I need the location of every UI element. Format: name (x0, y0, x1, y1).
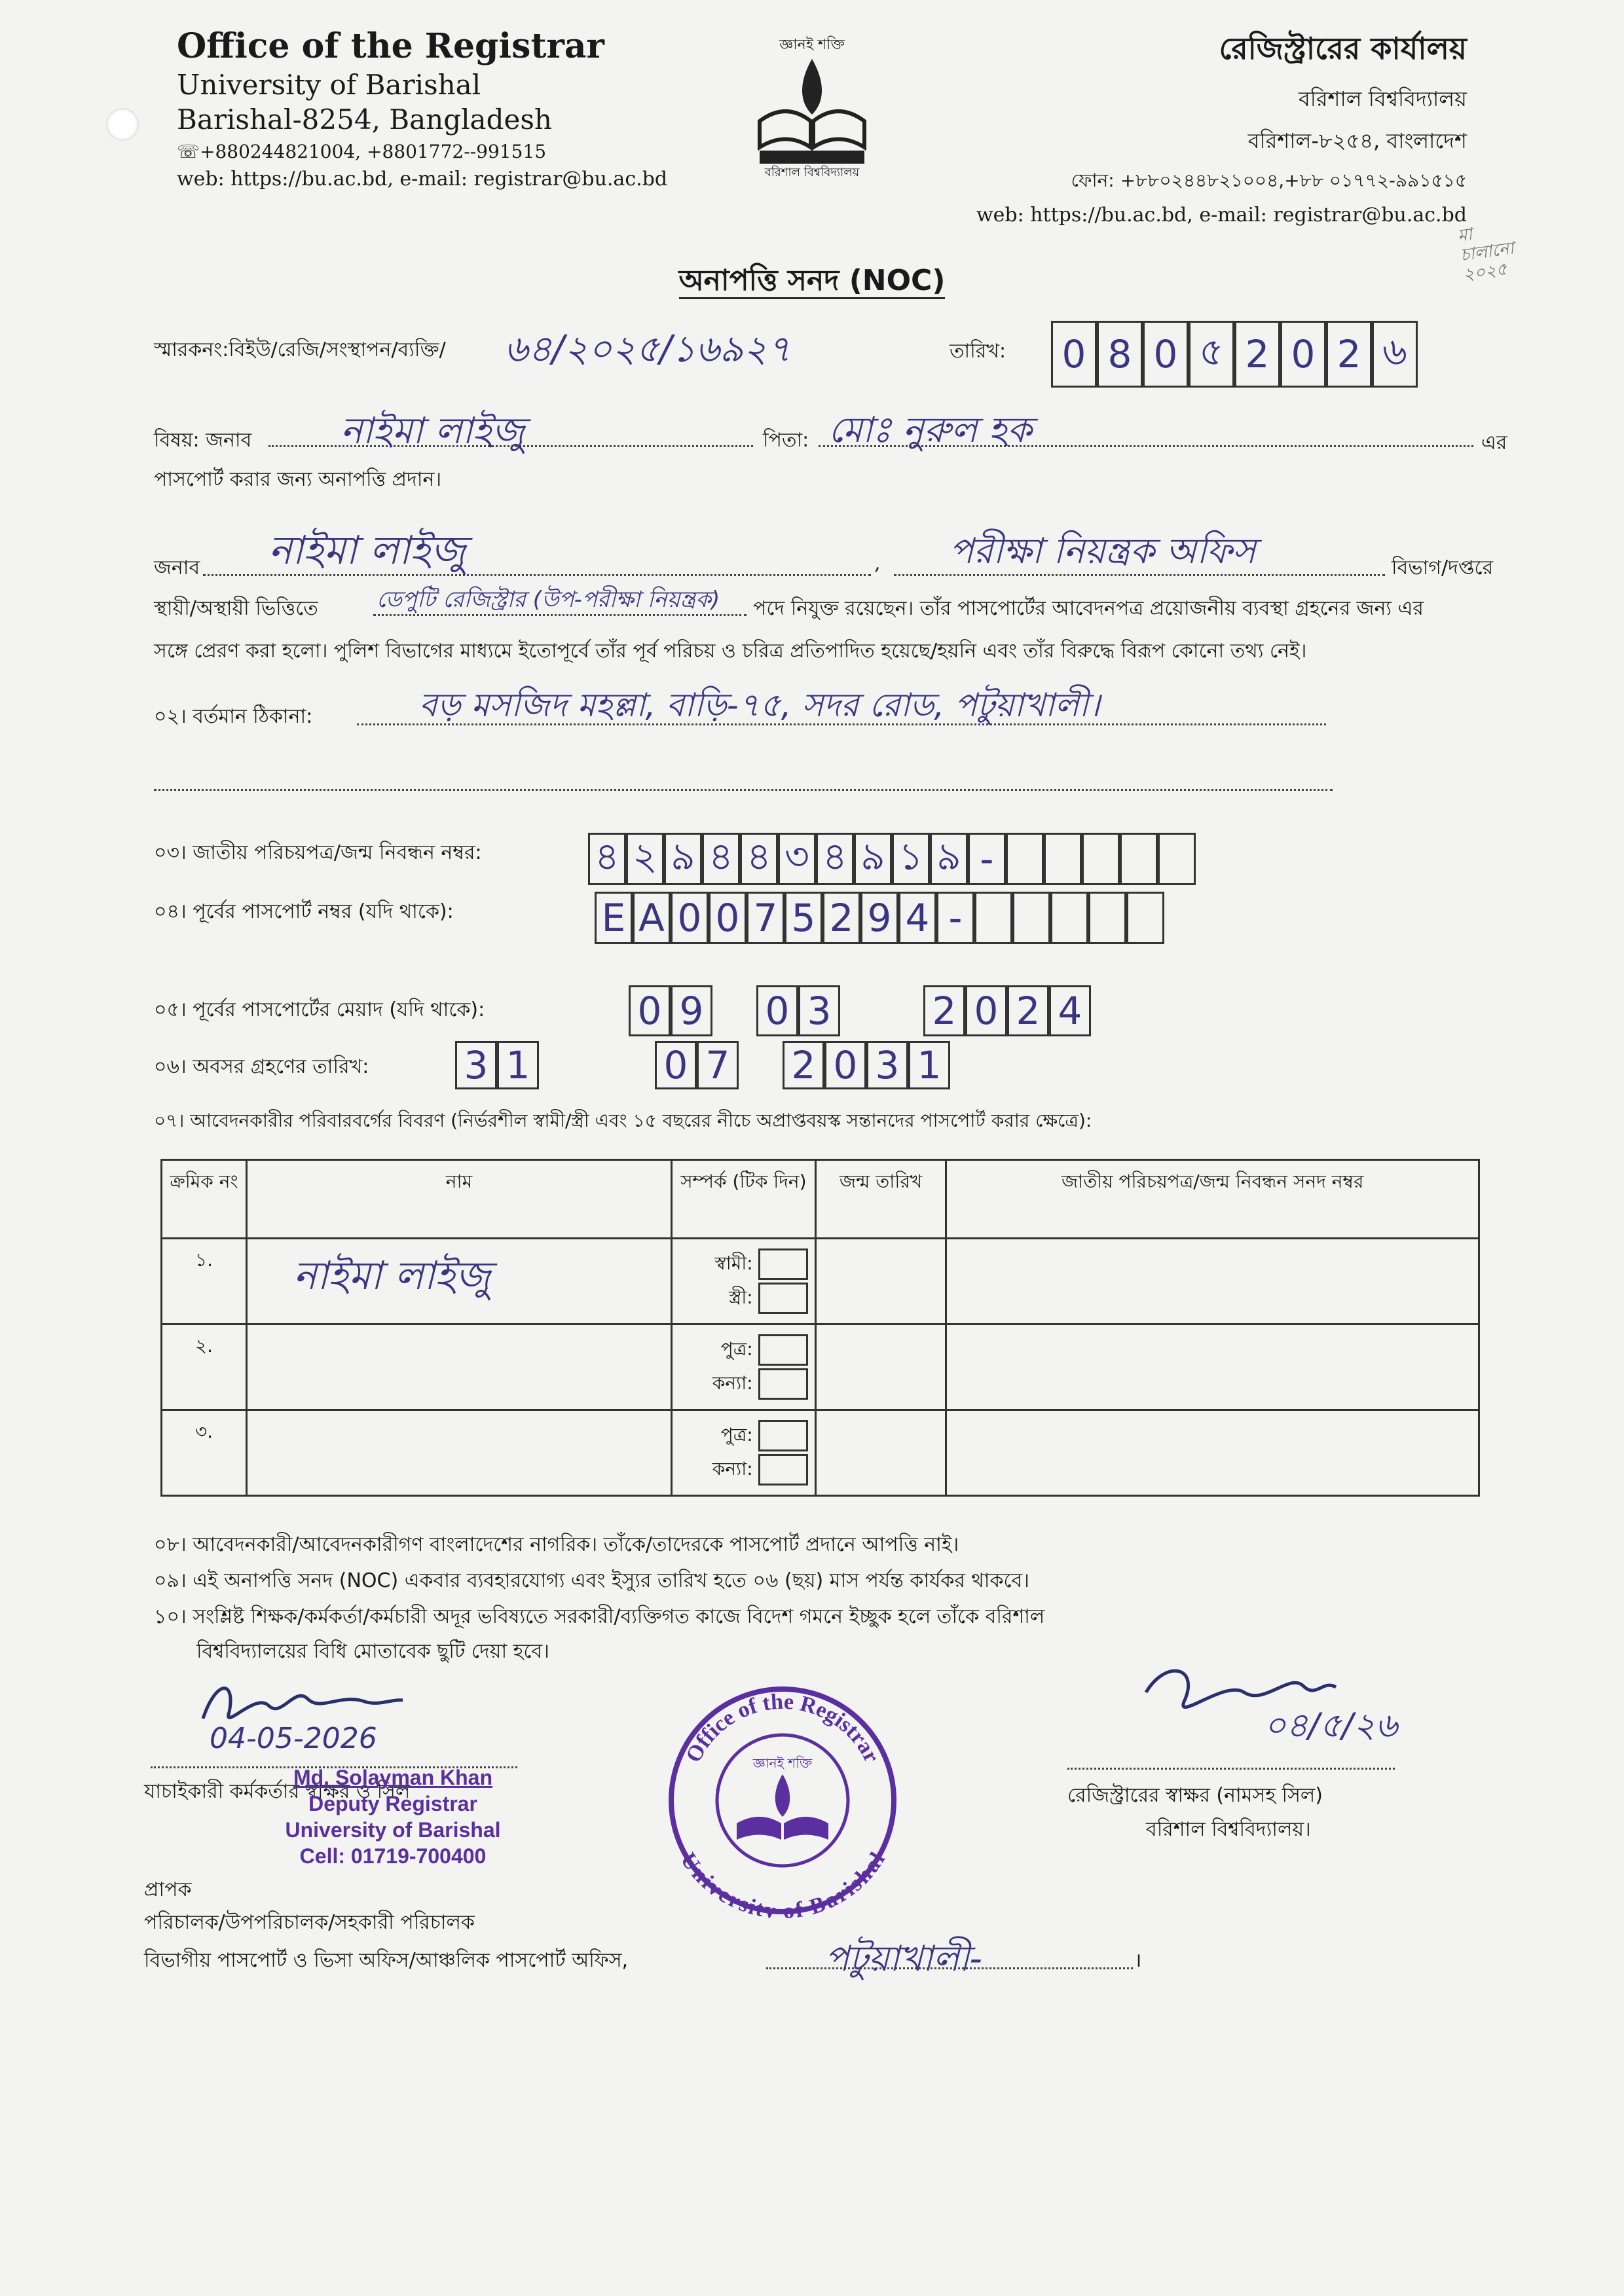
row-name (246, 1324, 671, 1410)
nid-digit: ৪ (816, 833, 854, 885)
expiry-digit: 3 (798, 985, 840, 1036)
retirement-digit: 0 (655, 1041, 697, 1089)
passport-char: 9 (860, 892, 898, 944)
logo-top-text: জ্ঞানই শক্তি (779, 37, 845, 53)
retirement-label: ০৬। অবসর গ্রহণের তারিখ: (154, 1055, 369, 1078)
row-serial: ৩. (162, 1410, 247, 1496)
nid-digit: ৯ (664, 833, 702, 885)
date-label: তারিখ: (950, 340, 1006, 363)
father-name: মোঃ নুরুল হক (828, 409, 1032, 450)
nid-digit: ৪ (740, 833, 778, 885)
passport-char: 5 (784, 892, 822, 944)
department-suffix: বিভাগ/দপ্তরে (1392, 556, 1494, 579)
nid-digit (1158, 833, 1196, 885)
logo-bottom-text: বরিশাল বিশ্ববিদ্যালয় (764, 166, 860, 179)
retirement-year-boxes (783, 1041, 950, 1089)
passport-expiry-label: ০৫। পূর্বের পাসপোর্টের মেয়াদ (যদি থাকে): (154, 998, 485, 1021)
row-serial: ১. (162, 1239, 247, 1324)
father-label: পিতা: (763, 429, 809, 452)
row-serial: ২. (162, 1324, 247, 1410)
passport-char: 7 (747, 892, 784, 944)
recipient-line2: বিভাগীয় পাসপোর্ট ও ভিসা অফিস/আঞ্চলিক পাসপোর্ট অফিস, (144, 1949, 629, 1972)
subject-suffix: এর (1481, 431, 1507, 454)
col-serial: ক্রমিক নং (162, 1160, 247, 1239)
date-digit: 2 (1234, 321, 1280, 388)
university-address: Barishal-8254, Bangladesh (177, 103, 552, 136)
passport-char (1050, 892, 1088, 944)
date-boxes (1051, 321, 1418, 388)
family-label: ০৭। আবেদনকারীর পরিবারবর্গের বিবরণ (নির্ভরশীল স্বামী/স্ত্রী এবং ১৫ বছরের নীচে অপ্রাপ্তবয়স্ক সন্তানদের পাসপোর্ট করার ক্ষেত্রে): (154, 1110, 1092, 1131)
janab-label: জনাব (154, 556, 200, 579)
table-row (162, 1410, 1479, 1496)
passport-char: E (595, 892, 633, 944)
address-value: বড় মসজিদ মহল্লা, বাড়ি-৭৫, সদর রোড, পটুয়াখালী। (419, 686, 1100, 724)
recipient-end: । (1134, 1949, 1142, 1972)
col-name: নাম (246, 1160, 671, 1239)
row-nid (946, 1410, 1479, 1496)
passport-char: - (936, 892, 974, 944)
margin-note: মা চালানো ২০২৫ (1456, 225, 1515, 285)
nid-digit: ২ (626, 833, 664, 885)
retirement-digit: 1 (497, 1041, 539, 1089)
university-name-bn: বরিশাল বিশ্ববিদ্যালয় (1298, 86, 1467, 111)
row-relation: স্বামী: স্ত্রী: (671, 1239, 815, 1324)
note-10-cont: বিশ্ববিদ্যালয়ের বিধি মোতাবেক ছুটি দেয়া হবে। (196, 1640, 549, 1663)
family-header-row (162, 1160, 1479, 1239)
retirement-digit: 3 (455, 1041, 497, 1089)
nid-digit: ৯ (930, 833, 968, 885)
expiry-digit: 0 (756, 985, 798, 1036)
nid-digit: - (968, 833, 1006, 885)
row-name (246, 1410, 671, 1496)
note-08: ০৮। আবেদনকারী/আবেদনকারীগণ বাংলাদেশের নাগরিক। তাঁকে/তাদেরকে পাসপোর্ট প্রদানে আপত্তি নাই। (154, 1533, 959, 1556)
nid-label: ০৩। জাতীয় পরিচয়পত্র/জন্ম নিবন্ধন নম্বর: (154, 841, 482, 864)
letterhead-english (177, 26, 667, 191)
prev-passport-label: ০৪। পূর্বের পাসপোর্ট নম্বর (যদি থাকে): (154, 900, 454, 923)
retirement-month-boxes (655, 1041, 739, 1089)
web-email: web: https://bu.ac.bd, e-mail: registrar@bu.ac.bd (177, 168, 668, 191)
retirement-digit: 0 (824, 1041, 866, 1089)
retirement-digit: 7 (697, 1041, 739, 1089)
prev-passport-boxes (595, 892, 1164, 944)
table-row (162, 1324, 1479, 1410)
family-table (160, 1159, 1480, 1497)
note-10: ১০। সংশ্লিষ্ট শিক্ষক/কর্মকর্তা/কর্মচারী অদূর ভবিষ্যতে সরকারী/ব্যক্তিগত কাজে বিদেশ গমনে ইচ্ছুক হলে তাঁকে বরিশাল (154, 1605, 1045, 1628)
body-line2-rest: পদে নিযুক্ত রয়েছেন। তাঁর পাসপোর্টের আবেদনপত্র প্রয়োজনীয় ব্যবস্থা গ্রহনের জন্য এর (753, 597, 1424, 620)
daughter-checkbox[interactable] (758, 1454, 808, 1485)
retirement-digit: 3 (866, 1041, 908, 1089)
body-line3: সঙ্গে প্রেরণ করা হলো। পুলিশ বিভাগের মাধ্যমে ইতোপূর্বে তাঁর পূর্ব পরিচয় ও চরিত্র প্রতিপাদিত হয়েছে/হয়নি এবং তাঁর বিরুদ্ধে বিরূপ কোনো তথ্য নেই। (154, 640, 1307, 663)
registrar-org: বরিশাল বিশ্ববিদ্যালয়। (1146, 1818, 1311, 1841)
phone-numbers: ☏+880244821004, +8801772--991515 (177, 141, 547, 162)
col-relation: সম্পর্ক (টিক দিন) (671, 1160, 815, 1239)
memo-number: ৬৪/২০২৫/১৬৯২৭ (504, 328, 791, 371)
row-dob (815, 1324, 946, 1410)
university-address-bn: বরিশাল-৮২৫৪, বাংলাদেশ (1247, 128, 1467, 153)
row-name: নাইমা লাইজু (246, 1239, 671, 1324)
registrar-seal (665, 1683, 900, 1918)
recipient-line1: পরিচালক/উপপরিচালক/সহকারী পরিচালক (144, 1911, 475, 1934)
nid-digit (1082, 833, 1120, 885)
date-digit: ৫ (1189, 321, 1234, 388)
letterhead-bangla (976, 26, 1467, 227)
web-email-bn: web: https://bu.ac.bd, e-mail: registrar@bu.ac.bd (976, 204, 1467, 227)
nid-digit (1006, 833, 1044, 885)
body-name: নাইমা লাইজু (268, 528, 466, 574)
body-designation: ডেপুটি রেজিস্ট্রার (উপ-পরীক্ষা নিয়ন্ত্রক) (377, 587, 720, 613)
date-digit: 0 (1143, 321, 1189, 388)
row-nid (946, 1239, 1479, 1324)
retirement-digit: 1 (908, 1041, 950, 1089)
passport-char (1088, 892, 1126, 944)
office-title: Office of the Registrar (177, 26, 604, 66)
expiry-month-boxes (756, 985, 840, 1036)
passport-char (1126, 892, 1164, 944)
tenure-label: স্থায়ী/অস্থায়ী ভিত্তিতে (154, 597, 318, 620)
subject-name: নাইমা লাইজু (341, 410, 525, 452)
seal-center-text: জ্ঞানই শক্তি (752, 1755, 813, 1771)
expiry-digit: 9 (671, 985, 712, 1036)
table-row (162, 1239, 1479, 1324)
seal-top-text: Office of the Registrar (681, 1689, 884, 1767)
verifier-date: 04-05-2026 (210, 1722, 377, 1755)
recipient-office: পটুয়াখালী- (825, 1938, 982, 1979)
row-nid (946, 1324, 1479, 1410)
nid-digit: ১ (892, 833, 930, 885)
verifier-label: যাচাইকারী কর্মকর্তার স্বাক্ষর ও সিল (144, 1780, 411, 1803)
body-department: পরীক্ষা নিয়ন্ত্রক অফিস (950, 530, 1256, 572)
col-dob: জন্ম তারিখ (815, 1160, 946, 1239)
expiry-digit: 2 (1007, 985, 1049, 1036)
punch-hole (106, 108, 139, 141)
nid-boxes (588, 833, 1196, 885)
daughter-checkbox[interactable] (758, 1368, 808, 1400)
passport-char: 4 (898, 892, 936, 944)
son-checkbox[interactable] (758, 1420, 808, 1451)
date-digit: 0 (1280, 321, 1326, 388)
son-checkbox[interactable] (758, 1334, 808, 1366)
memo-label: স্মারকনং:বিইউ/রেজি/সংস্থাপন/ব্যক্তি/ (154, 338, 446, 361)
passport-char: 2 (822, 892, 860, 944)
expiry-digit: 0 (629, 985, 671, 1036)
registrar-date: ০৪/৫/২৬ (1264, 1706, 1397, 1745)
retirement-digit: 2 (783, 1041, 824, 1089)
date-digit: 8 (1097, 321, 1143, 388)
date-digit: 0 (1051, 321, 1097, 388)
nid-digit: ৪ (588, 833, 626, 885)
passport-char (974, 892, 1012, 944)
row-relation: পুত্র: কন্যা: (671, 1410, 815, 1496)
office-title-bn: রেজিস্ট্রারের কার্যালয় (1219, 31, 1467, 66)
husband-checkbox[interactable] (758, 1248, 808, 1280)
nid-digit: ৯ (854, 833, 892, 885)
wife-checkbox[interactable] (758, 1283, 808, 1314)
subject-label: বিষয়: জনাব (154, 429, 252, 452)
date-digit: 2 (1326, 321, 1372, 388)
expiry-digit: 0 (965, 985, 1007, 1036)
expiry-day-boxes (629, 985, 712, 1036)
passport-char: A (633, 892, 671, 944)
verifier-stamp: Md. Solayman Khan Deputy Registrar University of Barishal Cell: 01719-700400 (285, 1766, 501, 1868)
expiry-year-boxes (923, 985, 1091, 1036)
nid-digit (1120, 833, 1158, 885)
col-nid: জাতীয় পরিচয়পত্র/জন্ম নিবন্ধন সনদ নম্বর (946, 1160, 1479, 1239)
university-name: University of Barishal (177, 69, 481, 101)
svg-text:University of Barishal (676, 1848, 890, 1918)
expiry-digit: 2 (923, 985, 965, 1036)
retirement-day-boxes (455, 1041, 539, 1089)
row-dob (815, 1239, 946, 1324)
row-dob (815, 1410, 946, 1496)
passport-char: 0 (671, 892, 709, 944)
date-digit: ৬ (1372, 321, 1418, 388)
nid-digit: ৩ (778, 833, 816, 885)
recipient-heading: প্রাপক (144, 1878, 192, 1901)
address-label: ০২। বর্তমান ঠিকানা: (154, 705, 313, 728)
nid-digit: ৪ (702, 833, 740, 885)
subject-line2: পাসপোর্ট করার জন্য অনাপত্তি প্রদান। (154, 468, 442, 491)
university-logo (740, 23, 884, 180)
document-title: অনাপত্তি সনদ (NOC) (0, 259, 1624, 306)
note-09: ০৯। এই অনাপত্তি সনদ (NOC) একবার ব্যবহারযোগ্য এবং ইস্যুর তারিখ হতে ০৬ (ছয়) মাস পর্যন্ত কার্যকর থাকবে। (154, 1569, 1029, 1592)
row-relation: পুত্র: কন্যা: (671, 1324, 815, 1410)
expiry-digit: 4 (1049, 985, 1091, 1036)
passport-char (1012, 892, 1050, 944)
registrar-label: রেজিস্ট্রারের স্বাক্ষর (নামসহ সিল) (1067, 1784, 1323, 1807)
seal-bottom-text: University of Barishal (675, 1848, 890, 1918)
body-comma: , (874, 552, 881, 575)
passport-char: 0 (709, 892, 747, 944)
phone-numbers-bn: ফোন: +৮৮০২৪৪৮২১০০৪,+৮৮ ০১৭৭২-৯৯১৫১৫ (1071, 170, 1467, 191)
nid-digit (1044, 833, 1082, 885)
